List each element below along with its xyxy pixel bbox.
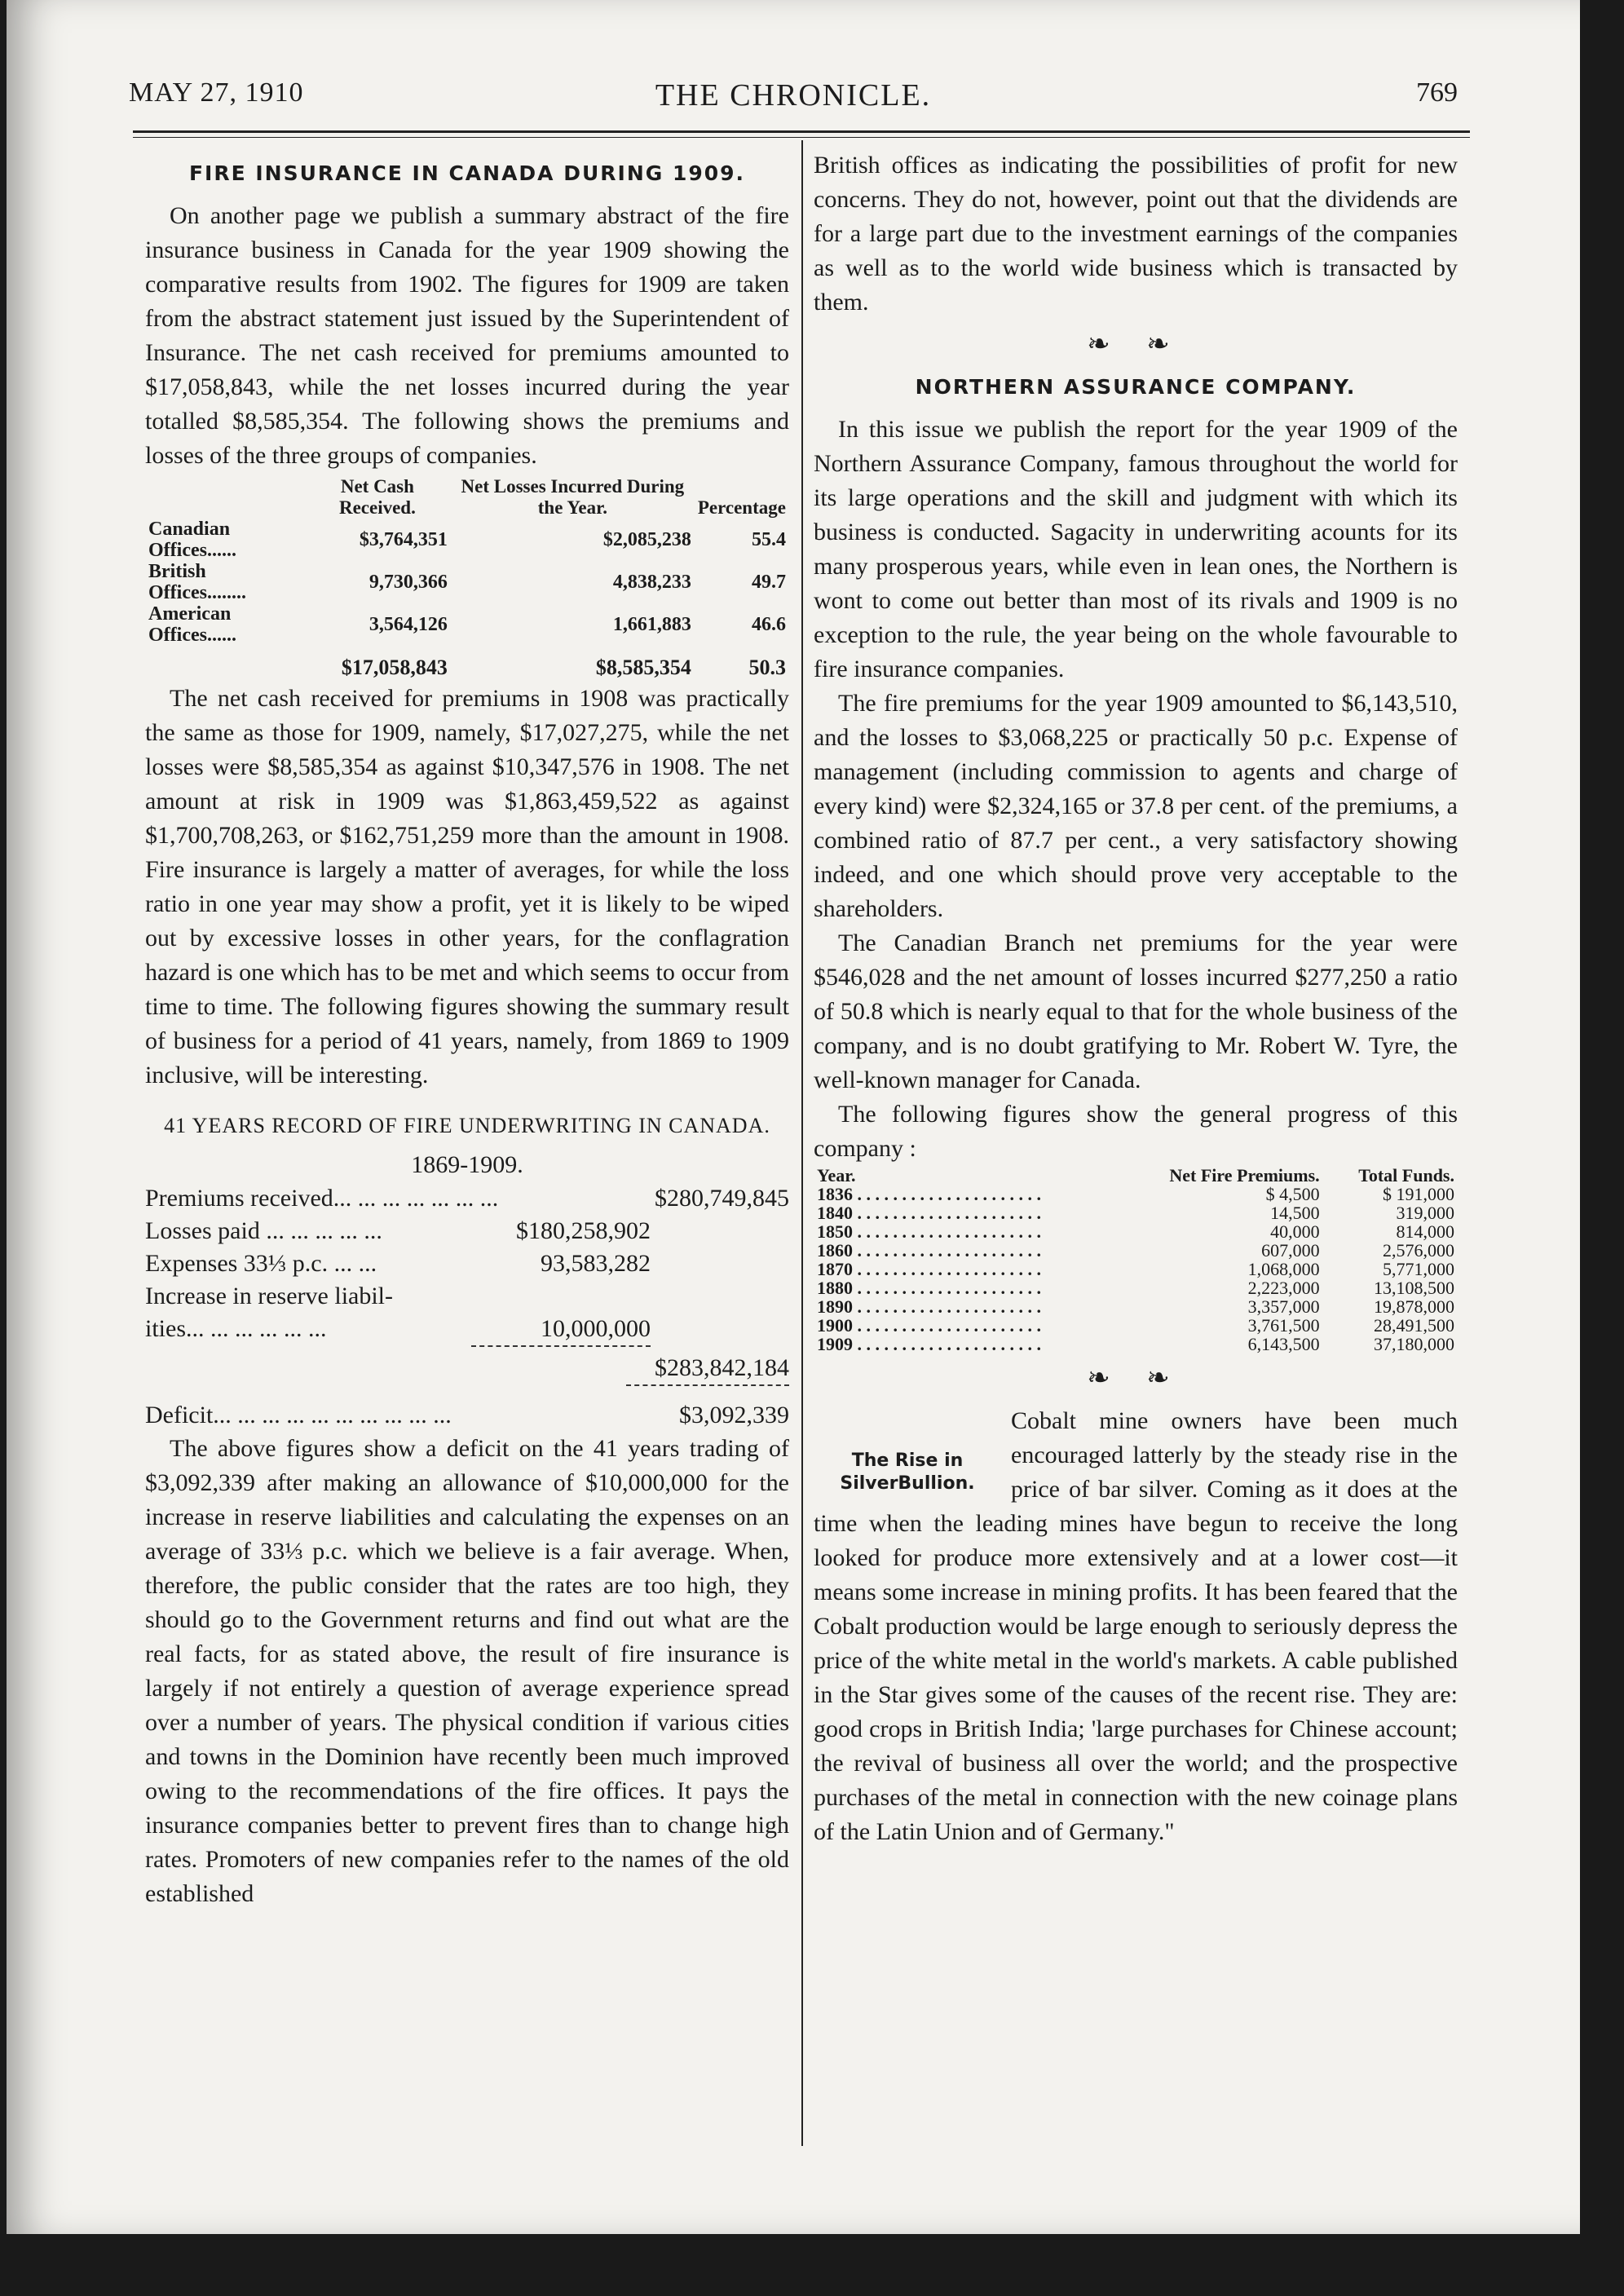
- article-heading-northern-assurance: NORTHERN ASSURANCE COMPANY.: [915, 375, 1357, 399]
- cell-year: 1860 . . . . . . . . . . . . . . . . . . . . .: [817, 1240, 1041, 1261]
- column-header: Net Fire Premiums.: [1169, 1165, 1320, 1186]
- paragraph: British offices as indicating the possibilities of profit for new concerns. They do not, however, point out that the dividends are for a large part due to the investment earnings of the companies as well as to the world wide business which is transacted by them.: [814, 152, 1458, 316]
- cell-premiums: 3,564,126: [368, 614, 448, 635]
- cell-premiums: 6,143,500: [1247, 1334, 1320, 1354]
- table-row: [814, 1278, 1458, 1297]
- cell-year: 1890 . . . . . . . . . . . . . . . . . . . . .: [817, 1296, 1041, 1317]
- silver-bullion-article: [814, 1404, 1458, 1849]
- record-label: Deficit... ... ... ... ... ... ... ... ... ...: [145, 1402, 452, 1428]
- record-line-reserve: [145, 1313, 651, 1345]
- table-header-row: [145, 476, 789, 519]
- record-value: $283,842,184: [655, 1354, 789, 1381]
- cell-funds: 319,000: [1396, 1203, 1454, 1223]
- row-label: British Offices........: [148, 561, 246, 603]
- record-line-deficit: [145, 1399, 789, 1432]
- record-line-losses: [145, 1215, 651, 1247]
- record-label: ities... ... ... ... ... ...: [145, 1315, 327, 1342]
- record-value: $280,749,845: [655, 1185, 789, 1212]
- record-line-reserve-label: Increase in reserve liabil-: [145, 1283, 393, 1309]
- table-row: [814, 1203, 1458, 1222]
- table-row: [814, 1241, 1458, 1260]
- record-value: 93,583,282: [541, 1250, 651, 1277]
- cell-year: 1840 . . . . . . . . . . . . . . . . . . . . .: [817, 1203, 1041, 1223]
- ornament-icon: ❧ ❧: [1087, 329, 1185, 360]
- cell-year: 1850 . . . . . . . . . . . . . . . . . . . . .: [817, 1221, 1041, 1242]
- record-value: $180,258,902: [516, 1217, 651, 1244]
- right-column: [814, 148, 1458, 1849]
- record-line-sum: [145, 1352, 789, 1384]
- table-row: [145, 561, 789, 603]
- column-header: Year.: [817, 1165, 856, 1186]
- cell-funds: 19,878,000: [1374, 1296, 1454, 1317]
- newspaper-page: [7, 0, 1580, 2234]
- column-divider: [801, 140, 803, 2146]
- cell-funds: 28,491,500: [1374, 1315, 1454, 1336]
- cell-premiums: $3,764,351: [359, 529, 448, 550]
- cell-funds: $ 191,000: [1383, 1184, 1454, 1204]
- cell-funds: 814,000: [1396, 1221, 1454, 1242]
- record-label: Expenses 33⅓ p.c. ... ...: [145, 1250, 377, 1277]
- column-header: Percentage: [697, 497, 786, 518]
- header-rule-thin: [133, 137, 1470, 138]
- cell-year: 1870 . . . . . . . . . . . . . . . . . . . . .: [817, 1259, 1041, 1279]
- cell-funds: 13,108,500: [1374, 1278, 1454, 1298]
- cell-year: 1900 . . . . . . . . . . . . . . . . . . . . .: [817, 1315, 1041, 1336]
- cell-year: 1909 . . . . . . . . . . . . . . . . . . . . .: [817, 1334, 1041, 1354]
- cell-premiums: 3,357,000: [1247, 1296, 1320, 1317]
- table-row: [814, 1335, 1458, 1353]
- cell-premiums: 2,223,000: [1247, 1278, 1320, 1298]
- table-row: [145, 519, 789, 561]
- paragraph: The net cash received for premiums in 1908 was practically the same as those for 1909, namely, $17,027,275, while the net losses were $8,585,354 as against $10,347,576 in 1908. The net amount at risk in 1909 was $1,863,459,522 as against $1,700,708,263, or $162,751,259 more than the amount in 1908. Fire insurance is largely a matter of averages, for while the loss ratio in one year may show a profit, yet it is likely to be wiped out by excessive losses in other years, for the conflagration hazard is one which has to be met and which seems to occur from time to time. The following figures showing the summary result of business for a period of 41 years, namely, from 1869 to 1909 inclusive, will be interesting.: [145, 685, 789, 1088]
- record-value: 10,000,000: [541, 1315, 651, 1342]
- cell-premiums: 1,068,000: [1247, 1259, 1320, 1279]
- page-number: 769: [1416, 77, 1458, 108]
- cell-premiums: 14,500: [1270, 1203, 1320, 1223]
- sum-rule: [471, 1345, 651, 1347]
- cell-premiums: 40,000: [1270, 1221, 1320, 1242]
- record-years: 1869-1909.: [411, 1151, 523, 1178]
- record-title: 41 YEARS RECORD OF FIRE UNDERWRITING IN CANADA.: [164, 1114, 770, 1137]
- paragraph: In this issue we publish the report for the year 1909 of the Northern Assurance Company, famous throughout the world for its large operations and the skill and judgment with which its business is conducted. Sagacity in underwriting acounts for its many prosperous years, while even in lean ones, the Northern is wont to come out better than most of its rivals and 1909 is no exception to the rule, the year being on the whole favourable to fire insurance companies.: [814, 416, 1458, 682]
- progress-table: [814, 1166, 1458, 1353]
- total-premiums: $17,058,843: [341, 656, 448, 679]
- ornament-icon: ❧ ❧: [1087, 1363, 1185, 1393]
- page-header: [129, 77, 1458, 126]
- cell-losses: $2,085,238: [602, 529, 691, 550]
- total-percentage: 50.3: [748, 656, 786, 679]
- cell-losses: 4,838,233: [612, 572, 691, 593]
- issue-date: MAY 27, 1910: [129, 77, 304, 108]
- cell-premiums: 3,761,500: [1247, 1315, 1320, 1336]
- cell-premiums: 607,000: [1261, 1240, 1320, 1261]
- cell-premiums: 9,730,366: [368, 572, 448, 593]
- record-summary: [145, 1182, 789, 1432]
- record-label: Premiums received... ... ... ... ... ... ...: [145, 1185, 499, 1212]
- paragraph: The Canadian Branch net premiums for the year were $546,028 and the net amount of losses incurred $277,250 a ratio of 50.8 which is nearly equal to that for the whole business of the company, and is no doubt gratifying to Mr. Robert W. Tyre, the well-known manager for Canada.: [814, 929, 1458, 1093]
- record-line-premiums: [145, 1182, 789, 1215]
- table-row: [814, 1260, 1458, 1278]
- publication-title: THE CHRONICLE.: [655, 78, 932, 113]
- table-row: [814, 1222, 1458, 1241]
- cell-year: 1880 . . . . . . . . . . . . . . . . . . . . .: [817, 1278, 1041, 1298]
- record-value: $3,092,339: [679, 1402, 789, 1428]
- table-row: [814, 1297, 1458, 1316]
- record-line-expenses: [145, 1247, 651, 1280]
- paragraph: The fire premiums for the year 1909 amounted to $6,143,510, and the losses to $3,068,225 or practically 50 p.c. Expense of management (including commission to agents and charge of every kind) were $2,324,165 or 37.8 per cent. of the premiums, a combined ratio of 87.7 per cent., a very satisfactory showing indeed, and one which should prove very acceptable to the shareholders.: [814, 690, 1458, 922]
- article-heading-fire-insurance: FIRE INSURANCE IN CANADA DURING 1909.: [188, 161, 746, 185]
- cell-percentage: 55.4: [752, 529, 786, 550]
- cell-premiums: $ 4,500: [1265, 1184, 1320, 1204]
- paragraph: The following figures show the general progress of this company :: [814, 1101, 1458, 1162]
- cell-percentage: 49.7: [752, 572, 786, 593]
- cell-funds: 5,771,000: [1383, 1259, 1454, 1279]
- offices-table: [145, 476, 789, 678]
- table-header-row: [814, 1166, 1458, 1185]
- paragraph: On another page we publish a summary abstract of the fire insurance business in Canada for the year 1909 showing the comparative results from 1902. The figures for 1909 are taken from the abstract statement just issued by the Superintendent of Insurance. The net cash received for premiums amounted to $17,058,843, while the net losses incurred during the year totalled $8,585,354. The following shows the premiums and losses of the three groups of companies.: [145, 202, 789, 469]
- column-header: Total Funds.: [1358, 1165, 1454, 1186]
- cell-year: 1836 . . . . . . . . . . . . . . . . . . . . .: [817, 1184, 1041, 1204]
- table-row: [145, 603, 789, 646]
- left-column: [145, 157, 789, 1911]
- column-header: Net Cash Received.: [338, 476, 416, 518]
- column-header: Net Losses Incurred During the Year.: [461, 476, 685, 518]
- row-label: American Offices......: [148, 603, 236, 646]
- side-heading-silver-bullion: The Rise in SilverBullion.: [840, 1450, 975, 1494]
- record-label: Losses paid ... ... ... ... ...: [145, 1217, 382, 1244]
- cell-funds: 37,180,000: [1374, 1334, 1454, 1354]
- cell-funds: 2,576,000: [1383, 1240, 1454, 1261]
- row-label: Canadian Offices......: [148, 519, 236, 561]
- table-row: [814, 1316, 1458, 1335]
- cell-losses: 1,661,883: [612, 614, 691, 635]
- table-row: [814, 1185, 1458, 1203]
- header-rule: [133, 130, 1470, 133]
- table-total-row: [145, 646, 789, 678]
- total-losses: $8,585,354: [595, 656, 691, 679]
- paragraph: Cobalt mine owners have been much encouraged latterly by the steady rise in the price of bar silver. Coming as it does at the time when the leading mines have begun to receive the long looked for produce more extensively and at a lower cost—it means some increase in mining profits. It has been feared that the Cobalt production would be large enough to seriously depress the price of the white metal in the world's markets. A cable published in the Star gives some of the causes of the recent rise. They are: good crops in British India; 'large purchases for Chinese account; the revival of business all over the world; and the prospective purchases of the metal in connection with the new coinage plans of the Latin Union and of Germany.": [814, 1407, 1458, 1845]
- paragraph: The above figures show a deficit on the 41 years trading of $3,092,339 after making an allowance of $10,000,000 for the increase in reserve liabilities and calculating the expenses on an average of 33⅓ p.c. which we believe is a fair average. When, therefore, the public consider that the rates are too high, they should go to the Government returns and find out what are the real facts, for as stated above, the result of fire insurance is largely if not entirely a question of average experience spread over a number of years. The physical condition if various cities and towns in the Dominion have recently been much improved owing to the recommendations of the fire offices. It pays the insurance companies better to prevent fires than to change high rates. Promoters of new companies refer to the names of the old established: [145, 1435, 789, 1907]
- sum-rule: [626, 1384, 789, 1386]
- cell-percentage: 46.6: [752, 614, 786, 635]
